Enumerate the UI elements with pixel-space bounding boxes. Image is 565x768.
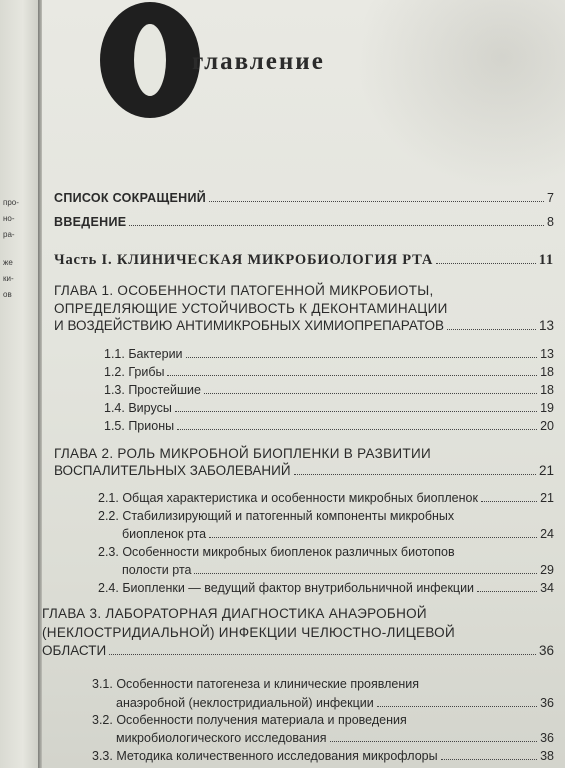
section-first-line[interactable]: 3.1. Особенности патогенеза и клинические проявления bbox=[92, 677, 420, 691]
toc-label: ОБЛАСТИ bbox=[42, 643, 107, 658]
chapter1-title-line[interactable]: ОПРЕДЕЛЯЮЩИЕ УСТОЙЧИВОСТЬ К ДЕКОНТАМИНАЦИИ bbox=[54, 301, 448, 316]
left-fragment: ов bbox=[3, 290, 12, 299]
toc-label: анаэробной (неклостридиальной) инфекции bbox=[116, 696, 374, 710]
toc-page-number: 36 bbox=[538, 643, 554, 658]
leader-dots bbox=[209, 537, 537, 538]
page-heading: главление bbox=[192, 48, 325, 75]
toc-entry-abbreviations[interactable] bbox=[54, 190, 554, 206]
leader-dots bbox=[194, 573, 537, 574]
toc-entry-section[interactable] bbox=[104, 418, 554, 434]
toc-page-number: 24 bbox=[540, 527, 554, 541]
toc-entry-section[interactable] bbox=[98, 580, 554, 596]
toc-label: 1.4. Вирусы bbox=[104, 401, 172, 415]
leader-dots bbox=[204, 393, 537, 394]
leader-dots bbox=[294, 474, 536, 475]
leader-dots bbox=[186, 357, 538, 358]
heading-initial-o bbox=[100, 2, 200, 118]
leader-dots bbox=[209, 201, 544, 202]
toc-page-number: 29 bbox=[540, 563, 554, 577]
toc-label: 1.2. Грибы bbox=[104, 365, 165, 379]
toc-entry-section[interactable] bbox=[116, 730, 554, 746]
toc-page-number: 11 bbox=[538, 252, 554, 268]
toc-label: СПИСОК СОКРАЩЕНИЙ bbox=[54, 191, 207, 205]
toc-entry-chapter3[interactable] bbox=[42, 643, 554, 659]
toc-label: ВОСПАЛИТЕЛЬНЫХ ЗАБОЛЕВАНИЙ bbox=[54, 463, 291, 478]
leader-dots bbox=[167, 375, 537, 376]
toc-page-number: 21 bbox=[540, 491, 554, 505]
leader-dots bbox=[477, 591, 537, 592]
toc-page-number: 34 bbox=[540, 581, 554, 595]
leader-dots bbox=[436, 263, 536, 264]
toc-label: 2.1. Общая характеристика и особенности микробных биопленок bbox=[98, 491, 478, 505]
chapter1-title-line[interactable]: ГЛАВА 1. ОСОБЕННОСТИ ПАТОГЕННОЙ МИКРОБИОТЫ, bbox=[54, 283, 434, 298]
leader-dots bbox=[447, 329, 536, 330]
toc-entry-section[interactable] bbox=[104, 400, 554, 416]
left-fragment: же bbox=[3, 258, 13, 267]
toc-entry-section[interactable] bbox=[92, 748, 554, 764]
toc-page-number: 38 bbox=[540, 749, 554, 763]
section-first-line[interactable]: 3.2. Особенности получения материала и проведения bbox=[92, 713, 407, 727]
toc-entry-chapter2[interactable] bbox=[54, 463, 554, 479]
toc-page-number: 19 bbox=[540, 401, 554, 415]
toc-page-number: 18 bbox=[540, 365, 554, 379]
toc-entry-section[interactable] bbox=[104, 346, 554, 362]
toc-label: 1.3. Простейшие bbox=[104, 383, 201, 397]
toc-entry-part1[interactable] bbox=[54, 252, 554, 268]
section-first-line[interactable]: 2.2. Стабилизирующий и патогенный компоненты микробных bbox=[98, 509, 455, 523]
toc-label: микробиологического исследования bbox=[116, 731, 327, 745]
toc-label: полости рта bbox=[122, 563, 192, 577]
leader-dots bbox=[481, 501, 537, 502]
toc-label: 1.5. Прионы bbox=[104, 419, 175, 433]
section-first-line[interactable]: 2.3. Особенности микробных биопленок различных биотопов bbox=[98, 545, 455, 559]
toc-label: И ВОЗДЕЙСТВИЮ АНТИМИКРОБНЫХ ХИМИОПРЕПАРАТОВ bbox=[54, 318, 444, 333]
toc-entry-section[interactable] bbox=[104, 382, 554, 398]
leader-dots bbox=[129, 225, 544, 226]
chapter3-title-line[interactable]: (НЕКЛОСТРИДИАЛЬНОЙ) ИНФЕКЦИИ ЧЕЛЮСТНО-ЛИЦЕВОЙ bbox=[42, 625, 455, 640]
toc-label: 3.3. Методика количественного исследования микрофлоры bbox=[92, 749, 438, 763]
leader-dots bbox=[177, 429, 537, 430]
left-fragment: ки- bbox=[3, 274, 14, 283]
toc-label: биопленок рта bbox=[122, 527, 207, 541]
toc-entry-section[interactable] bbox=[98, 490, 554, 506]
toc-page bbox=[42, 0, 565, 768]
toc-page-number: 7 bbox=[547, 191, 554, 205]
leader-dots bbox=[441, 759, 537, 760]
toc-entry-section[interactable] bbox=[122, 562, 554, 578]
toc-page-number: 36 bbox=[540, 696, 554, 710]
left-fragment: ра- bbox=[3, 230, 15, 239]
toc-label: Часть I. КЛИНИЧЕСКАЯ МИКРОБИОЛОГИЯ РТА bbox=[54, 252, 434, 268]
leader-dots bbox=[109, 654, 536, 655]
chapter2-title-line[interactable]: ГЛАВА 2. РОЛЬ МИКРОБНОЙ БИОПЛЕНКИ В РАЗВИТИИ bbox=[54, 446, 431, 461]
toc-page-number: 21 bbox=[538, 463, 554, 478]
toc-page-number: 8 bbox=[547, 215, 554, 229]
chapter3-title-line[interactable]: ГЛАВА 3. ЛАБОРАТОРНАЯ ДИАГНОСТИКА АНАЭРОБНОЙ bbox=[42, 606, 427, 621]
toc-page-number: 20 bbox=[540, 419, 554, 433]
leader-dots bbox=[330, 741, 538, 742]
toc-entry-introduction[interactable] bbox=[54, 214, 554, 230]
toc-page-number: 36 bbox=[540, 731, 554, 745]
toc-page-number: 13 bbox=[538, 318, 554, 333]
toc-label: 1.1. Бактерии bbox=[104, 347, 183, 361]
toc-label: 2.4. Биопленки — ведущий фактор внутрибольничной инфекции bbox=[98, 581, 475, 595]
left-page-edge bbox=[0, 0, 38, 768]
left-fragment: но- bbox=[3, 214, 15, 223]
toc-entry-section[interactable] bbox=[122, 526, 554, 542]
toc-entry-section[interactable] bbox=[104, 364, 554, 380]
toc-entry-chapter1[interactable] bbox=[54, 318, 554, 334]
toc-entry-section[interactable] bbox=[116, 695, 554, 711]
toc-page-number: 13 bbox=[540, 347, 554, 361]
leader-dots bbox=[377, 706, 537, 707]
toc-page-number: 18 bbox=[540, 383, 554, 397]
leader-dots bbox=[175, 411, 537, 412]
show-through bbox=[355, 0, 565, 190]
left-fragment: про- bbox=[3, 198, 19, 207]
toc-label: ВВЕДЕНИЕ bbox=[54, 215, 127, 229]
